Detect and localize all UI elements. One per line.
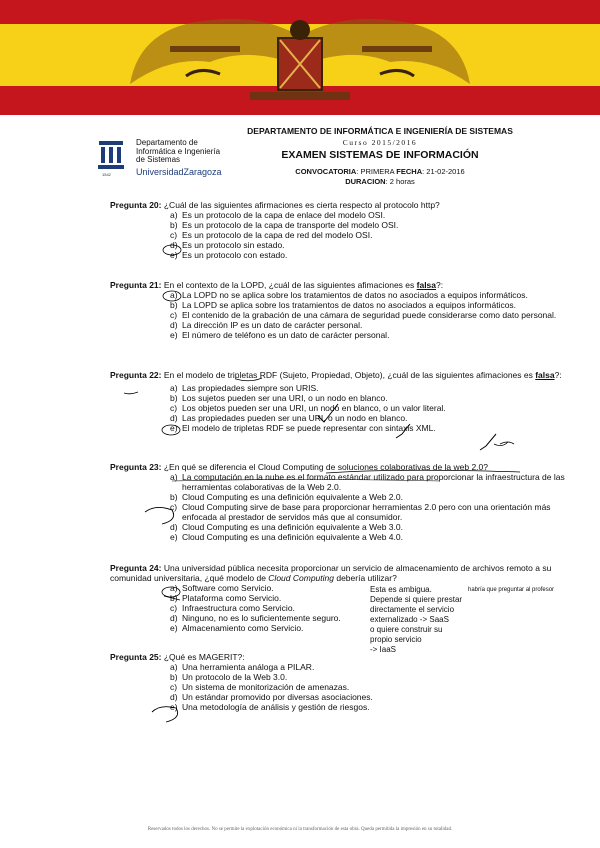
option-item[interactable]: c) El contenido de la grabación de una cámara de seguridad puede considerarse como dato personal. xyxy=(170,310,557,320)
department-title: DEPARTAMENTO DE INFORMÁTICA E INGENIERÍA DE SISTEMAS xyxy=(247,126,513,136)
option-item[interactable]: a) La computación en la nube es el formato estándar utilizado para proporcionar la infraestructura de las herramientas colaborativas de la Web 2.0. xyxy=(170,472,565,492)
question-stem: Pregunta 24: Una universidad pública necesita proporcionar un servicio de almacenamiento de archivos remoto a su comunidad universitaria, ¿qué modelo de Cloud Computing debería utilizar? xyxy=(110,563,552,583)
underline-mark xyxy=(124,392,138,394)
option-item[interactable]: a) Software como Servicio. xyxy=(170,583,274,593)
option-item[interactable]: b) Cloud Computing es una definición equivalente a Web 2.0. xyxy=(170,492,403,502)
annotation-note: Esta es ambigua. Depende si quiere prestar directamente el servicio externalizado -> SaaS o quiere construir su propio servicio -> IaaS xyxy=(370,585,463,654)
option-item[interactable]: a) Es un protocolo de la capa de enlace del modelo OSI. xyxy=(170,210,386,220)
convocatoria-line: CONVOCATORIA: PRIMERA FECHA: 21-02-2016 xyxy=(295,167,465,176)
exam-title: EXAMEN SISTEMAS DE INFORMACIÓN xyxy=(281,149,479,161)
option-item[interactable]: b) La LOPD se aplica sobre los tratamientos de datos no asociados a equipos informáticos. xyxy=(170,300,517,310)
option-item[interactable]: e) Es un protocolo con estado. xyxy=(170,250,288,260)
question-stem: Pregunta 22: En el modelo de tripletas RDF (Sujeto, Propiedad, Objeto), ¿cuál de las siguientes afimaciones es falsa?: xyxy=(110,370,562,380)
option-item[interactable]: a) Una herramienta análoga a PILAR. xyxy=(170,662,315,672)
option-item[interactable]: b) Plataforma como Servicio. xyxy=(170,593,282,603)
option-item[interactable]: d) La dirección IP es un dato de carácter personal. xyxy=(170,320,363,330)
strike-mark xyxy=(172,480,440,482)
question-stem: Pregunta 25: ¿Qué es MAGERIT?: xyxy=(110,652,245,662)
option-item[interactable]: c) Infraestructura como Servicio. xyxy=(170,603,295,613)
option-item[interactable]: d) Es un protocolo sin estado. xyxy=(170,240,285,250)
answer-circle-icon xyxy=(145,507,174,524)
answer-circle-icon xyxy=(163,245,181,255)
crest-year: 1542 xyxy=(102,172,111,177)
department-name: Departamento de Informática e Ingeniería de Sistemas xyxy=(136,138,221,164)
course-year: Curso 2015/2016 xyxy=(342,138,418,147)
option-item[interactable]: b) Los sujetos pueden ser una URI, o un nodo en blanco. xyxy=(170,393,388,403)
option-item[interactable]: d) Ninguno, no es lo suficientemente seguro. xyxy=(170,613,341,623)
option-item[interactable]: b) Un protocolo de la Web 3.0. xyxy=(170,672,288,682)
option-item[interactable]: b) Es un protocolo de la capa de transporte del modelo OSI. xyxy=(170,220,399,230)
option-item[interactable]: c) Un sistema de monitorización de amenazas. xyxy=(170,682,350,692)
footer-copyright: Reservados todos los derechos. No se permite la explotación económica ni la transformación de esta obra. Queda permitida la impresión en su totalidad. xyxy=(147,827,453,832)
duracion-line: DURACION: 2 horas xyxy=(345,177,415,186)
option-item[interactable]: a) La LOPD no se aplica sobre los tratamientos de datos no asociados a equipos informáticos. xyxy=(170,290,528,300)
option-item[interactable]: e) Cloud Computing es una definición equivalente a Web 4.0. xyxy=(170,532,403,542)
question-stem: Pregunta 23: ¿En qué se diferencia el Cloud Computing de soluciones colaborativas de la web 2.0? xyxy=(110,462,489,472)
question-stem: Pregunta 21: En el contexto de la LOPD, ¿cuál de las siguientes afimaciones es falsa?: xyxy=(110,280,444,290)
underline-mark xyxy=(236,378,262,381)
annotation-professor: habría que preguntar al profesor xyxy=(468,587,555,593)
option-item[interactable]: e) Una metodología de análisis y gestión de riesgos. xyxy=(170,702,370,712)
university-name: UniversidadZaragoza xyxy=(136,167,222,177)
option-item[interactable]: d) Las propiedades pueden ser una URI, o un nodo en blanco. xyxy=(170,413,408,423)
option-item[interactable]: a) Las propiedades siempre son URIS. xyxy=(170,383,319,393)
option-item[interactable]: d) Cloud Computing es una definición equivalente a Web 3.0. xyxy=(170,522,403,532)
answer-circle-icon xyxy=(162,587,180,597)
check-icon xyxy=(396,424,410,438)
option-item[interactable]: c) Es un protocolo de la capa de red del modelo OSI. xyxy=(170,230,373,240)
answer-circle-icon xyxy=(162,425,180,435)
option-item[interactable]: e) El número de teléfono es un dato de carácter personal. xyxy=(170,330,390,340)
answer-circle-icon xyxy=(163,291,181,301)
option-item[interactable]: e) Almacenamiento como Servicio. xyxy=(170,623,304,633)
check-icon xyxy=(318,404,338,422)
option-item[interactable]: c) Los objetos pueden ser una URI, un nodo en blanco, o un valor literal. xyxy=(170,403,446,413)
option-item[interactable]: e) El modelo de tripletas RDF se puede representar con sintaxis XML. xyxy=(170,423,436,433)
answer-circle-icon xyxy=(152,707,178,722)
underline-mark xyxy=(326,470,520,473)
question-stem: Pregunta 20: ¿Cuál de las siguientes afirmaciones es cierta respecto al protocolo http? xyxy=(110,200,440,210)
option-item[interactable]: d) Un estándar promovido por diversas asociaciones. xyxy=(170,692,373,702)
check-icon xyxy=(480,434,496,450)
option-item[interactable]: c) Cloud Computing sirve de base para proporcionar herramientas 2.0 pero con una orientación más enfocada al prestador de servidos más que al consumidor. xyxy=(170,502,551,522)
